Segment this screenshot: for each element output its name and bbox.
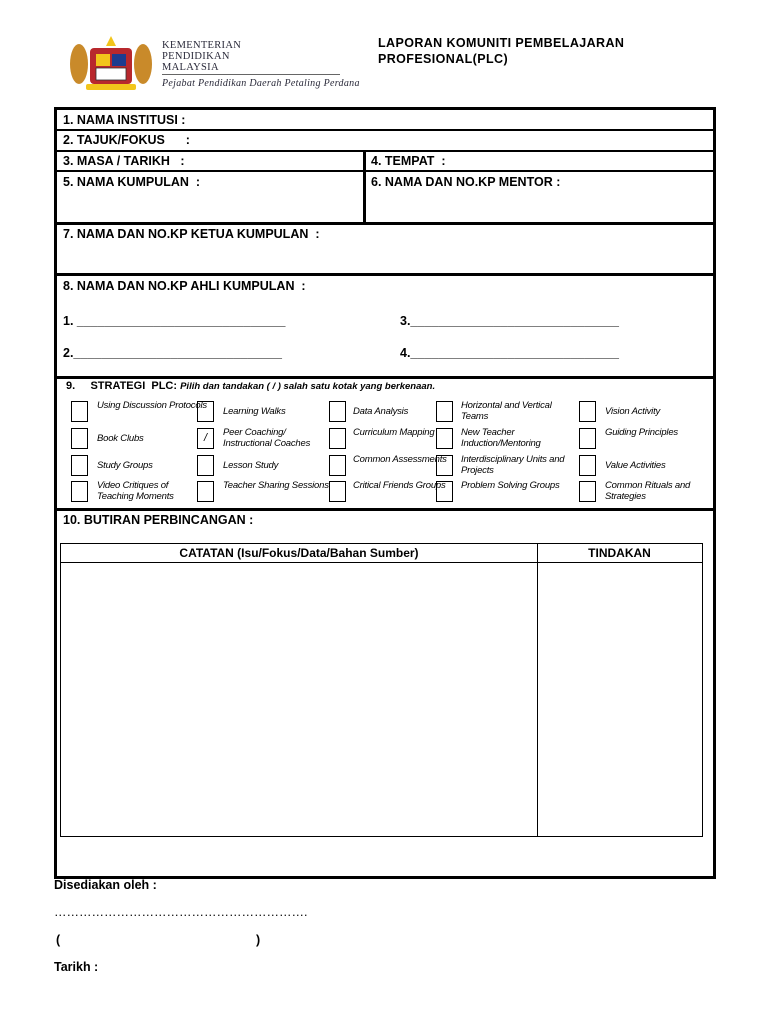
strategy-checkbox[interactable]	[197, 428, 214, 449]
date-label: Tarikh :	[54, 960, 99, 974]
field-venue[interactable]: 4. TEMPAT :	[371, 154, 446, 168]
field-institution[interactable]: 1. NAMA INSTITUSI :	[63, 113, 186, 127]
row-divider	[57, 376, 713, 379]
field-group-members: 8. NAMA DAN NO.KP AHLI KUMPULAN :	[63, 279, 306, 293]
strategy-option-label: Data Analysis	[353, 406, 409, 417]
strategy-option-label: Interdisciplinary Units and Projects	[461, 454, 565, 476]
strategy-option-label: Learning Walks	[223, 406, 286, 417]
strategy-checkbox[interactable]	[197, 481, 214, 502]
strategy-option-label: Horizontal and Vertical Teams	[461, 400, 552, 422]
name-paren-open: (	[56, 933, 61, 947]
strategy-option-label: Common Assessments	[353, 454, 447, 465]
prepared-by-label: Disediakan oleh :	[54, 878, 157, 892]
strategy-option-label: Peer Coaching/ Instructional Coaches	[223, 427, 311, 449]
strategy-option-label: Vision Activity	[605, 406, 661, 417]
ministry-name	[162, 40, 360, 89]
strategy-checkbox[interactable]	[436, 481, 453, 502]
action-column-header: TINDAKAN	[588, 546, 651, 560]
field-group-name[interactable]: 5. NAMA KUMPULAN :	[63, 175, 201, 189]
member-line-3[interactable]: 3.______________________________	[400, 314, 619, 328]
field-time-date[interactable]: 3. MASA / TARIKH :	[63, 154, 185, 168]
strategy-option-label: Critical Friends Groups	[353, 480, 446, 491]
notes-area[interactable]	[63, 564, 535, 834]
row-divider	[57, 170, 713, 172]
signature-line[interactable]: …………………………………………………….	[54, 905, 308, 919]
strategy-checkbox[interactable]	[71, 481, 88, 502]
field-mentor[interactable]: 6. NAMA DAN NO.KP MENTOR :	[371, 175, 561, 189]
strategy-option-label: Guiding Principles	[605, 427, 678, 438]
discussion-heading: 10. BUTIRAN PERBINCANGAN :	[63, 513, 254, 527]
check-mark: /	[203, 432, 208, 444]
ministry-line-2: PENDIDIKAN	[162, 51, 230, 62]
column-divider	[363, 150, 366, 223]
row-divider	[57, 150, 713, 152]
strategy-checkbox[interactable]	[71, 455, 88, 476]
strategy-checkbox[interactable]	[579, 455, 596, 476]
strategy-checkbox[interactable]	[436, 455, 453, 476]
discussion-table	[60, 543, 703, 837]
field-topic[interactable]: 2. TAJUK/FOKUS :	[63, 133, 190, 147]
strategy-option-label: Lesson Study	[223, 460, 279, 471]
strategy-checkbox[interactable]	[329, 481, 346, 502]
name-paren-close: )	[256, 933, 261, 947]
strategy-option-label: New Teacher Induction/Mentoring	[461, 427, 541, 449]
strategy-checkbox[interactable]	[579, 428, 596, 449]
strategy-instruction: Pilih dan tandakan ( / ) salah satu kotak yang berkenaan.	[180, 381, 436, 392]
strategy-checkbox[interactable]	[197, 455, 214, 476]
form-title-line-2: PROFESIONAL(PLC)	[378, 52, 509, 66]
row-divider	[57, 222, 713, 225]
ministry-line-1: KEMENTERIAN	[162, 40, 242, 51]
office-name: Pejabat Pendidikan Daerah Petaling Perdana	[162, 78, 360, 89]
strategy-checkbox[interactable]	[71, 401, 88, 422]
row-divider	[57, 129, 713, 131]
strategy-checkbox[interactable]	[436, 428, 453, 449]
strategy-checkbox[interactable]	[579, 481, 596, 502]
strategy-option-label: Value Activities	[605, 460, 666, 471]
logo-divider	[162, 74, 340, 75]
ministry-line-3: MALAYSIA	[162, 62, 219, 73]
strategy-option-label: Problem Solving Groups	[461, 480, 560, 491]
name-field[interactable]	[68, 930, 248, 950]
strategy-option-label: Video Critiques of Teaching Moments	[97, 480, 174, 502]
strategy-heading	[66, 380, 435, 392]
row-divider	[57, 273, 713, 276]
strategy-checkbox[interactable]	[329, 428, 346, 449]
malaysia-crest-icon	[66, 34, 156, 96]
strategy-checkbox[interactable]	[71, 428, 88, 449]
strategy-option-label: Common Rituals and Strategies	[605, 480, 691, 502]
form-title-line-1: LAPORAN KOMUNITI PEMBELAJARAN	[378, 36, 625, 50]
strategy-title: 9. STRATEGI PLC:	[66, 380, 178, 392]
strategy-checkbox[interactable]	[329, 455, 346, 476]
field-group-leader[interactable]: 7. NAMA DAN NO.KP KETUA KUMPULAN :	[63, 227, 320, 241]
strategy-option-label: Book Clubs	[97, 433, 144, 444]
action-area[interactable]	[540, 564, 700, 834]
strategy-option-label: Curriculum Mapping	[353, 427, 435, 438]
strategy-checkbox[interactable]	[436, 401, 453, 422]
column-divider	[537, 544, 538, 836]
strategy-checkbox[interactable]	[329, 401, 346, 422]
strategy-option-label: Teacher Sharing Sessions	[223, 480, 329, 491]
member-line-2[interactable]: 2.______________________________	[63, 346, 282, 360]
strategy-option-label: Using Discussion Protocols	[97, 400, 207, 411]
strategy-option-label: Study Groups	[97, 460, 153, 471]
notes-column-header: CATATAN (Isu/Fokus/Data/Bahan Sumber)	[179, 546, 419, 560]
strategy-checkbox[interactable]	[197, 401, 214, 422]
row-divider	[57, 508, 713, 511]
member-line-1[interactable]: 1. ______________________________	[63, 314, 286, 328]
member-line-4[interactable]: 4.______________________________	[400, 346, 619, 360]
strategy-checkbox[interactable]	[579, 401, 596, 422]
form-title	[378, 35, 624, 67]
